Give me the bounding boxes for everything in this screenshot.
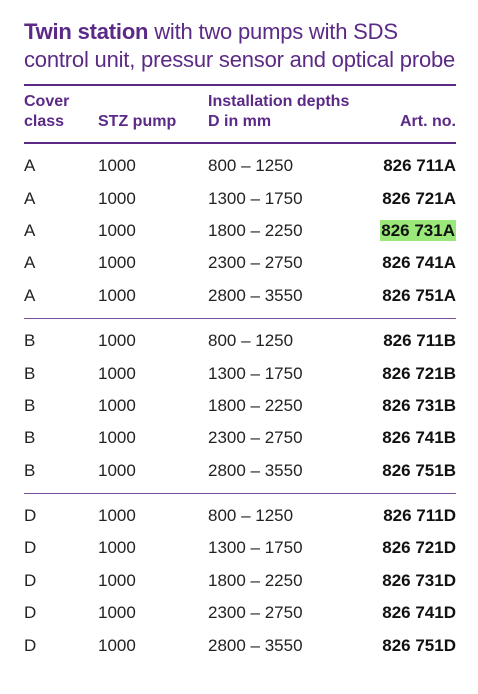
product-table [24,86,456,668]
title-bold: Twin station [24,19,149,44]
cell-art-no: 826 711A [383,156,456,176]
cell-installation-depth: 800 – 1250 [208,156,294,176]
table-row [24,493,456,532]
cell-stz-pump: 1000 [98,318,208,357]
cell-art-no: 826 721B [382,363,456,383]
header-cover-class-line2: class [24,113,65,130]
cell-installation-depth: 2300 – 2750 [208,253,303,273]
table-row [24,182,456,214]
cell-installation-depth: 2800 – 3550 [208,460,303,480]
cell-art-no: 826 741B [382,428,456,448]
title-rest: with two pumps with SDS control unit, pressur sensor and optical probe [24,19,456,72]
header-installation-depths [208,86,358,143]
header-cover-class [24,86,98,143]
cell-cover-class: D [24,635,37,655]
cell-installation-depth: 2300 – 2750 [208,603,303,623]
cell-cover-class: A [24,253,36,273]
cell-cover-class: B [24,318,98,357]
header-art-no: Art. no. [358,86,456,143]
cell-stz-pump: 1000 [98,538,136,558]
cell-cover-class: B [24,460,36,480]
cell-art-no: 826 731B [382,395,456,415]
cell-art-no: 826 731D [382,570,456,590]
cell-cover-class: D [24,538,37,558]
cell-art-no: 826 741D [382,603,456,623]
cell-installation-depth: 1300 – 1750 [208,188,303,208]
cell-installation-depth: 1800 – 2250 [208,395,303,415]
table-row [24,455,456,494]
cell-cover-class: B [24,395,36,415]
cell-art-no: 826 751D [382,635,456,655]
document-page [24,18,456,668]
table-group-d [24,493,456,667]
table-row [24,532,456,564]
cell-art-no: 826 741A [382,253,456,273]
table-row [24,629,456,667]
header-depths-line2: D in mm [208,113,272,130]
cell-cover-class: A [24,220,36,240]
cell-stz-pump: 1000 [98,395,136,415]
table-group-b [24,318,456,493]
cell-cover-class: B [24,428,36,448]
cell-installation-depth: 1800 – 2250 [208,570,303,590]
header-cover-class-line1: Cover [24,93,70,110]
cell-stz-pump: 1000 [98,285,136,305]
cell-stz-pump: 1000 [98,363,136,383]
table-row [24,597,456,629]
cell-installation-depth: 2300 – 2750 [208,428,303,448]
table-row [24,422,456,454]
cell-cover-class: D [24,603,37,623]
cell-cover-class: A [24,188,36,208]
cell-installation-depth: 1800 – 2250 [208,220,303,240]
page-title [24,18,456,74]
table-row [24,318,456,357]
table-row [24,565,456,597]
cell-stz-pump: 1000 [98,570,136,590]
cell-art-no: 826 711B [358,318,456,357]
cell-cover-class: A [24,156,36,176]
header-stz-pump: STZ pump [98,86,208,143]
cell-cover-class: B [24,363,36,383]
cell-stz-pump: 1000 [98,493,208,532]
cell-art-no: 826 721A [382,188,456,208]
table-header-row [24,86,456,143]
cell-installation-depth: 2800 – 3550 [208,635,303,655]
cell-installation-depth: 1300 – 1750 [208,538,303,558]
cell-art-no: 826 751A [382,285,456,305]
cell-stz-pump: 1000 [98,635,136,655]
cell-stz-pump: 1000 [98,460,136,480]
header-depths-line1: Installation depths [208,93,350,110]
table-row [24,215,456,247]
cell-cover-class: A [24,285,36,305]
cell-installation-depth: 2800 – 3550 [208,285,303,305]
table-row [24,357,456,389]
cell-stz-pump: 1000 [98,188,136,208]
cell-stz-pump: 1000 [98,603,136,623]
cell-art-no: 826 721D [382,538,456,558]
cell-installation-depth: 800 – 1250 [208,493,358,532]
cell-installation-depth: 800 – 1250 [208,318,358,357]
cell-stz-pump: 1000 [98,253,136,273]
cell-stz-pump: 1000 [98,220,136,240]
table-row [24,247,456,279]
cell-stz-pump: 1000 [98,156,136,176]
cell-art-no: 826 711D [358,493,456,532]
cell-installation-depth: 1300 – 1750 [208,363,303,383]
table-group-a [24,143,456,318]
table-row [24,280,456,319]
highlighted-art-no: 826 731A [381,220,455,240]
table-row [24,143,456,182]
cell-cover-class: D [24,493,98,532]
table-row [24,390,456,422]
cell-cover-class: D [24,570,37,590]
cell-stz-pump: 1000 [98,428,136,448]
cell-art-no [358,215,456,247]
cell-art-no: 826 751B [382,460,456,480]
